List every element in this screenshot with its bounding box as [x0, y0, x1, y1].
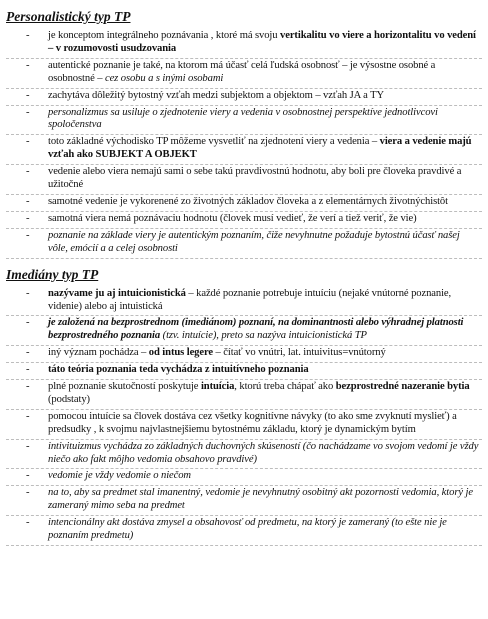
list-item: [6, 381, 482, 410]
bullet-dash: -: [26, 410, 30, 422]
bullet-dash: -: [26, 487, 30, 499]
list-item-text: , ktorú treba chápať ako: [234, 381, 336, 393]
list-item-text: pomocou intuície sa človek dostáva cez všetky kognitívne návyky (to ako sme zvyknutí myslieť) a predsudky , k svojmu najvlastnejšiemu bytostnému základu, ktorý je dynamickým bytím: [48, 410, 457, 435]
list-item-text: intivituizmus vychádza zo základných duchovných skúseností (čo nachádzame vo svojom vedomí je vždy niečo ako fakt môjho vedomia obsahovo pravdivé): [48, 440, 479, 465]
list-item-text: vertikalitu vo viere a horizontalitu vo vedení – v rozumovosti usudzovania: [48, 30, 476, 54]
list-item-text: je konceptom integrálneho poznávania , ktoré má svoju: [48, 30, 281, 41]
bullet-dash: -: [26, 347, 30, 359]
bullet-dash: -: [26, 287, 30, 299]
list-item-text: samotné vedenie je vykorenené zo životných základov človeka a z elementárnych životnýchistôt: [48, 195, 448, 207]
bullet-dash: -: [26, 212, 30, 224]
list-item: [6, 166, 482, 195]
list-item-text: vedomie je vždy vedomie o niečom: [48, 470, 191, 482]
bullet-list-personalistic: [6, 30, 482, 259]
list-item: [6, 317, 482, 346]
list-item-text: je založená na bezprostrednom (imediánom) poznaní, na dominantnosti alebo výhradnej platnosti bezprostredného poznania: [48, 317, 464, 342]
list-item-text: – čítať vo vnútri, lat. intuivitus=vnútorný: [213, 347, 386, 359]
list-item: [6, 213, 482, 229]
bullet-dash: -: [26, 470, 30, 482]
bullet-dash: -: [26, 30, 30, 41]
list-item: [6, 411, 482, 440]
list-item: [6, 288, 482, 317]
list-item-text: samotná viera nemá poznávaciu hodnotu (človek musí vedieť, že verí a tiež veriť, že vie): [48, 212, 417, 224]
list-item: [6, 196, 482, 212]
list-item-text: personalizmus sa usiluje o zjednotenie viery a vedenia v osobnostnej perspektíve jednotlivcovi spoločenstva: [48, 106, 438, 131]
list-item-text: na to, aby sa predmet stal imanentný, vedomie je nevyhnutný osobitný akt pozornosti vedomia, ktorý je zameraný mimo seba na predmet: [48, 487, 473, 512]
bullet-dash: -: [26, 195, 30, 207]
list-item: [6, 107, 482, 136]
bullet-dash: -: [26, 440, 30, 452]
bullet-dash: -: [26, 517, 30, 529]
section-heading-personalistic: Personalistický typ TP: [6, 9, 131, 24]
list-item: [6, 230, 482, 259]
list-item: [6, 364, 482, 380]
list-item-text: bezprostredné nazeranie bytia: [335, 381, 470, 393]
list-item-text: intuícia: [200, 381, 235, 393]
list-item-text: cez osobu a s inými osobami: [104, 72, 224, 84]
list-item: [6, 441, 482, 470]
list-item: [6, 90, 482, 106]
list-item-text: autentické poznanie je také, na ktorom má účasť celá ľudská osobnosť – je výsostne osobné a osobnostné –: [48, 59, 436, 84]
list-item: [6, 487, 482, 516]
bullet-list-imedian: [6, 288, 482, 546]
list-item-text: vedenie alebo viera nemajú sami o sebe takú pravdivostnú hodnotu, aby boli pre človeka pravdivé a užitočné: [48, 166, 462, 191]
bullet-dash: -: [26, 381, 30, 393]
bullet-dash: -: [26, 229, 30, 241]
list-item-text: intencionálny akt dostáva zmysel a obsahovosť od predmetu, na ktorý je zameraný (to ešte nie je poznaním predmetu): [48, 517, 447, 542]
list-item-text: (tzv. intuície), preto sa nazýva intuicionistická TP: [160, 330, 367, 342]
bullet-dash: -: [26, 166, 30, 178]
list-item-text: nazývame ju aj intuicionistická: [48, 287, 186, 299]
bullet-dash: -: [26, 59, 30, 71]
list-item: [6, 60, 482, 89]
bullet-dash: -: [26, 106, 30, 118]
bullet-dash: -: [26, 136, 30, 148]
list-item-text: plné poznanie skutočností poskytuje: [48, 381, 201, 393]
list-item: [6, 517, 482, 546]
list-item-text: zachytáva dôležitý bytostný vzťah medzi subjektom a objektom – vzťah JA a TY: [48, 89, 385, 101]
bullet-dash: -: [26, 317, 30, 329]
list-item-text: iný význam pochádza –: [48, 347, 149, 359]
list-item: [6, 470, 482, 486]
list-item: [6, 136, 482, 165]
list-item-text: od intus legere: [148, 347, 213, 359]
list-item-text: (podstaty): [48, 393, 90, 405]
list-item-text: viera a vedenie majú vzťah ako SUBJEKT A OBJEKT: [48, 136, 472, 161]
list-item-text: táto teória poznania teda vychádza z intuitívneho poznania: [48, 364, 309, 376]
bullet-dash: -: [26, 89, 30, 101]
list-item-text: – každé poznanie potrebuje intuíciu (nejaké vnútorné poznanie, videnie) alebo aj intuistická: [48, 287, 452, 312]
section-heading-imedian: Imediány typ TP: [6, 266, 99, 282]
list-item: [6, 30, 482, 59]
bullet-dash: -: [26, 364, 30, 376]
list-item-text: poznanie na základe viery je autentickým poznaním, čiže nevyhnutne požaduje bytostnú účasť našej vôle, emócií a a celej osobnosti: [48, 229, 460, 254]
list-item: [6, 347, 482, 363]
list-item-text: toto základné východisko TP môžeme vysvetliť na zjednotení viery a vedenia –: [48, 136, 380, 148]
